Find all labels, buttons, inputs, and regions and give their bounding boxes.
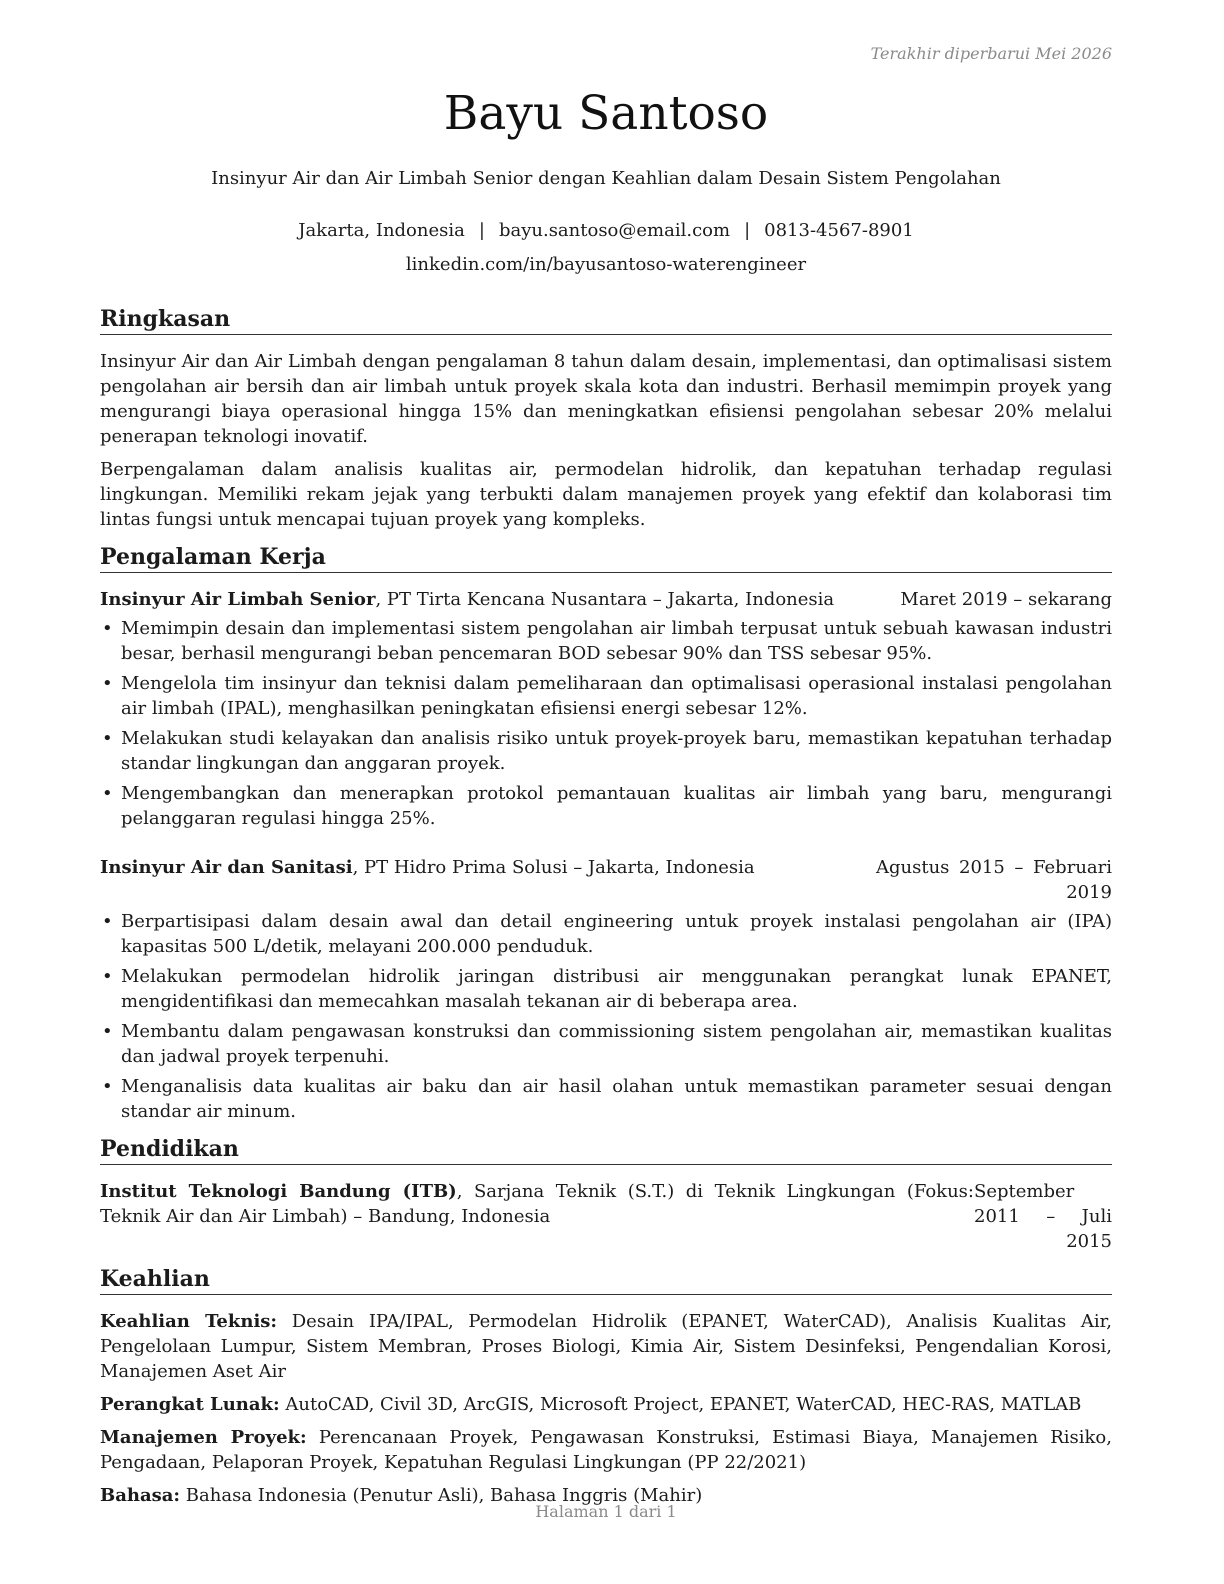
job-header — [100, 587, 1112, 612]
skill-label: Keahlian Teknis: — [100, 1311, 278, 1332]
job-entry — [100, 855, 1112, 1124]
location: Jakarta, Indonesia — [298, 220, 465, 241]
job-company: , PT Tirta Kencana Nusantara – Jakarta, Indonesia — [375, 589, 835, 610]
page-number: Halaman 1 dari 1 — [535, 1502, 677, 1521]
candidate-name: Bayu Santoso — [443, 86, 769, 141]
job-bullet: • Berpartisipasi dalam desain awal dan detail engineering untuk proyek instalasi pengolahan air (IPA) kapasitas 500 L/detik, melayani 200.000 penduduk. — [100, 909, 1112, 959]
job-role: Insinyur Air Limbah Senior — [100, 589, 376, 610]
skill-row — [100, 1425, 1112, 1475]
education-period: September 2011 – Juli 2015 — [974, 1181, 1112, 1252]
skill-row — [100, 1392, 1112, 1417]
job-company: , PT Hidro Prima Solusi – Jakarta, Indonesia — [352, 857, 755, 878]
email-link[interactable]: bayu.santoso@email.com — [498, 220, 731, 241]
section-title-education: Pendidikan — [100, 1136, 1112, 1165]
job-bullet: • Mengelola tim insinyur dan teknisi dalam pemeliharaan dan optimalisasi operasional instalasi pengolahan air limbah (IPAL), menghasilkan peningkatan efisiensi energi sebesar 12%. — [100, 671, 1112, 721]
phone: 0813-4567-8901 — [764, 220, 914, 241]
skill-label: Manajemen Proyek: — [100, 1427, 307, 1448]
job-bullet: • Melakukan studi kelayakan dan analisis risiko untuk proyek-proyek baru, memastikan kepatuhan terhadap standar lingkungan dan anggaran proyek. — [100, 726, 1112, 776]
summary-paragraph: Insinyur Air dan Air Limbah dengan pengalaman 8 tahun dalam desain, implementasi, dan optimalisasi sistem pengolahan air bersih dan air limbah untuk proyek skala kota dan industri. Berhasil memimpin proyek yang mengurangi biaya operasional hingga 15% dan meningkatkan efisiensi pengolahan sebesar 20% melalui penerapan teknologi inovatif. — [100, 351, 1112, 447]
skill-row — [100, 1309, 1112, 1384]
resume-content — [100, 306, 1112, 1508]
skill-value: Perencanaan Proyek, Pengawasan Konstruksi, Estimasi Biaya, Manajemen Risiko, Pengadaan, Pelaporan Proyek, Kepatuhan Regulasi Lingkungan (PP 22/2021) — [100, 1427, 1112, 1473]
job-bullet: • Membantu dalam pengawasan konstruksi dan commissioning sistem pengolahan air, memastikan kualitas dan jadwal proyek terpenuhi. — [100, 1019, 1112, 1069]
last-updated: Terakhir diperbarui Mei 2026 — [870, 44, 1112, 63]
degree: , Sarjana Teknik (S.T.) di Teknik Lingkungan (Fokus: Teknik Air dan Air Limbah) – Bandung, Indonesia — [100, 1181, 974, 1227]
headline: Insinyur Air dan Air Limbah Senior dengan Keahlian dalam Desain Sistem Pengolahan — [211, 168, 1001, 189]
skill-label: Perangkat Lunak: — [100, 1394, 280, 1415]
job-role: Insinyur Air dan Sanitasi — [100, 857, 353, 878]
job-bullets — [100, 909, 1112, 1124]
job-header — [100, 855, 1112, 905]
job-bullet: • Menganalisis data kualitas air baku dan air hasil olahan untuk memastikan parameter sesuai dengan standar air minum. — [100, 1074, 1112, 1124]
summary-paragraph: Berpengalaman dalam analisis kualitas air, permodelan hidrolik, dan kepatuhan terhadap regulasi lingkungan. Memiliki rekam jejak yang terbukti dalam manajemen proyek yang efektif dan kolaborasi tim lintas fungsi untuk mencapai tujuan proyek yang kompleks. — [100, 459, 1112, 530]
job-period: Agustus 2015 – Februari 2019 — [876, 857, 1112, 903]
education-entry — [100, 1179, 1112, 1254]
job-bullet: • Mengembangkan dan menerapkan protokol pemantauan kualitas air limbah yang baru, mengurangi pelanggaran regulasi hingga 25%. — [100, 781, 1112, 831]
job-bullets — [100, 616, 1112, 831]
skill-value: Bahasa Indonesia (Penutur Asli), Bahasa Inggris (Mahir) — [180, 1485, 703, 1506]
experience-section — [100, 544, 1112, 1124]
separator: | — [478, 220, 485, 241]
section-title-summary: Ringkasan — [100, 306, 1112, 335]
skill-value: Desain IPA/IPAL, Permodelan Hidrolik (EPANET, WaterCAD), Analisis Kualitas Air, Pengelolaan Lumpur, Sistem Membran, Proses Biologi, Kimia Air, Sistem Desinfeksi, Pengendalian Korosi, Manajemen Aset Air — [100, 1311, 1112, 1382]
skills-section — [100, 1266, 1112, 1508]
education-detail — [100, 1179, 974, 1254]
institution: Institut Teknologi Bandung (ITB) — [100, 1181, 457, 1202]
job-title-line — [100, 587, 900, 612]
skill-value: AutoCAD, Civil 3D, ArcGIS, Microsoft Project, EPANET, WaterCAD, HEC-RAS, MATLAB — [279, 1394, 1082, 1415]
job-entry — [100, 587, 1112, 831]
section-title-skills: Keahlian — [100, 1266, 1112, 1295]
separator: | — [744, 220, 751, 241]
summary-section — [100, 306, 1112, 532]
job-bullet: • Melakukan permodelan hidrolik jaringan distribusi air menggunakan perangkat lunak EPANET, mengidentifikasi dan memecahkan masalah tekanan air di beberapa area. — [100, 964, 1112, 1014]
section-title-experience: Pengalaman Kerja — [100, 544, 1112, 573]
job-bullet: • Memimpin desain dan implementasi sistem pengolahan air limbah terpusat untuk sebuah kawasan industri besar, berhasil mengurangi beban pencemaran BOD sebesar 90% dan TSS sebesar 95%. — [100, 616, 1112, 666]
job-period: Maret 2019 – sekarang — [900, 589, 1112, 610]
job-title-line — [100, 855, 876, 905]
skill-label: Bahasa: — [100, 1485, 181, 1506]
contact-line — [0, 220, 1212, 241]
linkedin-link[interactable]: linkedin.com/in/bayusantoso-waterengineer — [405, 254, 807, 275]
education-section — [100, 1136, 1112, 1254]
